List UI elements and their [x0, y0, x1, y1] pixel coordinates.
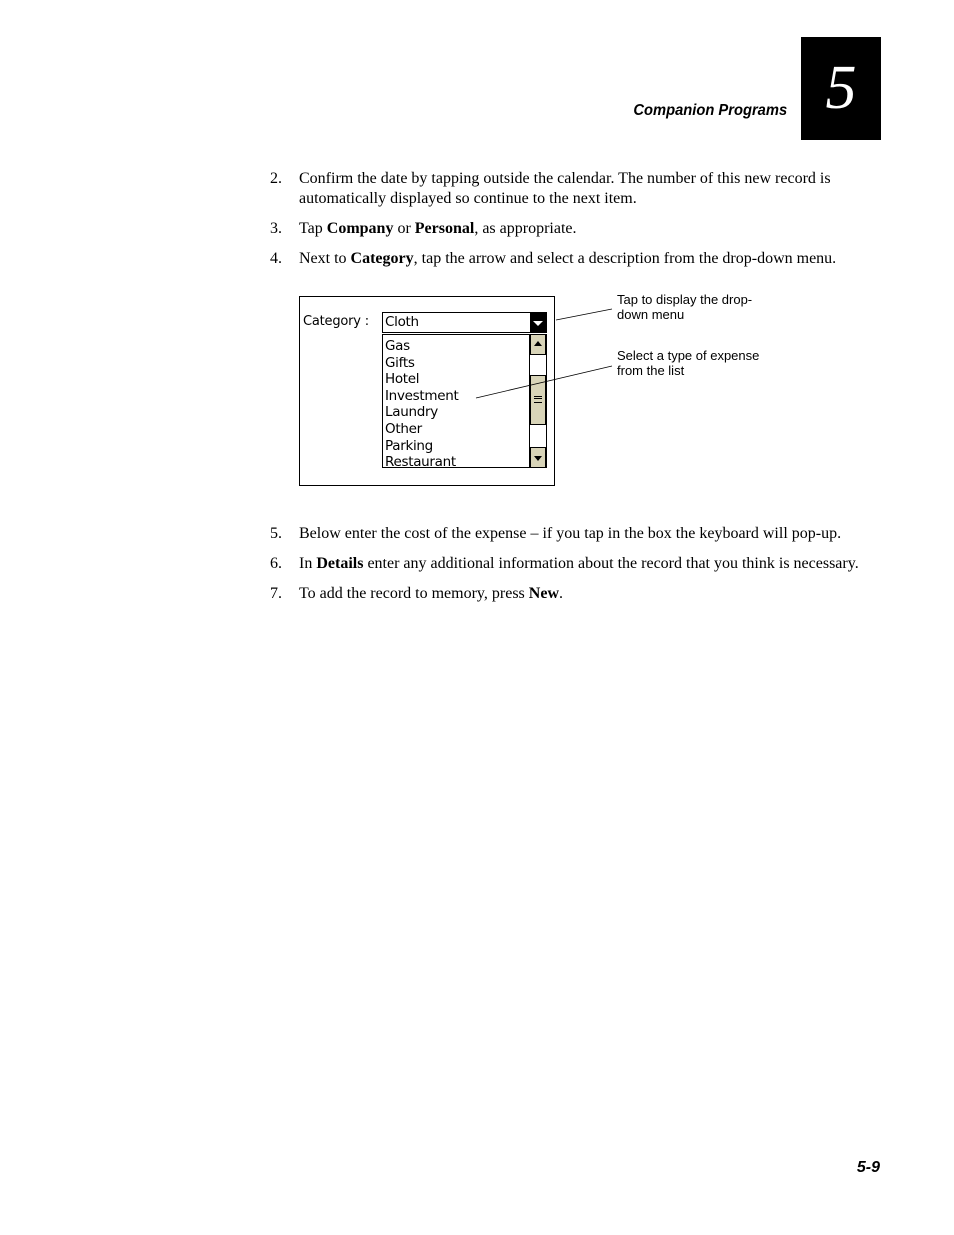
category-option[interactable]: Gas: [385, 338, 410, 354]
category-label: Category :: [303, 314, 369, 329]
category-option[interactable]: Hotel: [385, 371, 420, 388]
step-number: 2.: [270, 170, 282, 187]
step-text-run: Tap: [299, 220, 327, 237]
step-number: 3.: [270, 220, 282, 237]
step-item: [270, 554, 880, 574]
step-text-run: In: [299, 555, 317, 572]
step-text-run: , tap the arrow and select a description from the drop-down menu.: [413, 250, 837, 267]
step-item: [270, 524, 880, 544]
step-number: 6.: [270, 555, 282, 572]
category-option[interactable]: Investment: [385, 387, 459, 404]
callout-dropdown-arrow: Tap to display the drop-down menu: [617, 292, 753, 322]
chapter-number-tab: 5: [801, 37, 881, 140]
step-emphasis: Personal: [414, 220, 475, 237]
category-selected-value: Cloth: [385, 314, 419, 330]
leader-line-list: [476, 366, 612, 398]
category-option[interactable]: Parking: [385, 437, 433, 454]
callout-expense-list: Select a type of expense from the list: [617, 348, 760, 378]
category-option[interactable]: Restaurant: [385, 454, 456, 468]
step-emphasis: Details: [316, 555, 364, 572]
step-text: [299, 554, 880, 574]
step-number: 7.: [270, 585, 282, 602]
step-emphasis: New: [528, 585, 559, 602]
running-header-title: Companion Programs: [633, 102, 787, 119]
step-text: [299, 524, 880, 544]
step-number: 5.: [270, 525, 282, 542]
category-option[interactable]: Gifts: [385, 354, 415, 371]
step-text-run: enter any additional information about the record that you think is necessary.: [363, 555, 859, 572]
step-text-run: or: [393, 220, 415, 237]
step-text-run: .: [559, 585, 563, 602]
step-text-run: Below enter the cost of the expense – if you tap in the box the keyboard will pop-up.: [299, 525, 842, 542]
step-text-run: , as appropriate.: [474, 220, 577, 237]
category-option[interactable]: Other: [385, 421, 422, 437]
leader-line-arrow: [556, 309, 612, 320]
step-text-run: To add the record to memory, press: [299, 585, 529, 602]
step-text-run: Next to: [299, 250, 351, 267]
step-emphasis: Company: [326, 220, 394, 237]
step-number: 4.: [270, 250, 282, 267]
page-number: 5-9: [856, 1159, 880, 1176]
step-text: [299, 584, 880, 604]
category-option[interactable]: Laundry: [385, 404, 438, 421]
steps-list-after: [270, 524, 880, 614]
step-emphasis: Category: [350, 250, 414, 267]
step-text-run: Confirm the date by tapping outside the calendar. The number of this new record is automatically displayed so continue to the next item.: [299, 170, 831, 207]
step-item: [270, 584, 880, 604]
